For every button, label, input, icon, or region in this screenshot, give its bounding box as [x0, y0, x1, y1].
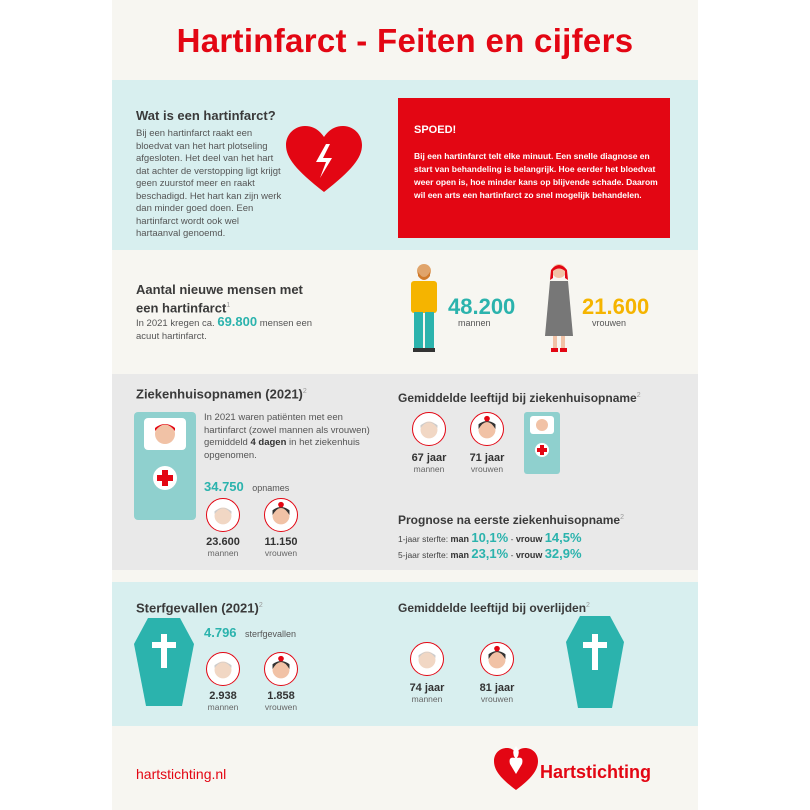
man-figure-icon — [406, 262, 442, 354]
new-cases-text: In 2021 kregen ca. 69.800 mensen een acuut hartinfarct. — [136, 314, 313, 342]
avg-age-death-men-stat: 74 jaar mannen — [409, 682, 445, 704]
brand-name: Hartstichting — [540, 762, 652, 782]
woman-figure-icon — [542, 262, 576, 354]
new-cases-total: 69.800 — [217, 314, 258, 329]
website-link[interactable]: hartstichting.nl — [136, 766, 227, 782]
new-cases-women-label: vrouwen — [592, 318, 627, 328]
coffin-icon — [134, 618, 194, 706]
intro-text: Bij een hartinfarct raakt een bloedvat van het hart plotseling afgesloten. Het deel van het hart dat achter de verstopping ligt krijgt geen zuurstof meer en raakt beschadigd. Het hart kan zijn werk dan minder goed doen. Een hartinfarct wordt ook wel hartaanval genoemd. — [136, 128, 282, 239]
intro-heading: Wat is een hartinfarct? — [136, 108, 276, 123]
prognosis-row: 5-jaar sterfte: man 23,1% - vrouw 32,9% — [398, 546, 582, 561]
prognosis-heading: Prognose na eerste ziekenhuisopname$^2$ — [398, 513, 624, 527]
woman-avatar-icon — [264, 498, 298, 532]
woman-avatar-icon — [264, 652, 298, 686]
admissions-days: 4 dagen — [250, 437, 287, 448]
broken-heart-icon — [286, 126, 362, 194]
man-avatar-icon — [206, 652, 240, 686]
woman-avatar-icon — [480, 642, 514, 676]
new-cases-men-value: 48.200 — [448, 294, 516, 319]
woman-avatar-icon — [470, 412, 504, 446]
hospital-bed-small-icon — [524, 412, 560, 474]
avg-age-admission-men-stat: 67 jaar mannen — [411, 452, 447, 474]
new-cases-women-value: 21.600 — [582, 294, 650, 319]
avg-age-admission-women-stat: 71 jaar vrouwen — [469, 452, 505, 474]
coffin-icon — [566, 616, 624, 708]
avg-age-death-women-stat: 81 jaar vrouwen — [479, 682, 515, 704]
avg-age-death-heading: Gemiddelde leeftijd bij overlijden$^2$ — [398, 601, 590, 615]
deaths-total: 4.796 sterfgevallen — [204, 625, 297, 640]
man-avatar-icon — [206, 498, 240, 532]
prognosis-row: 1-jaar sterfte: man 10,1% - vrouw 14,5% — [398, 530, 582, 545]
admissions-heading: Ziekenhuisopnamen $(2021)^2$ — [136, 386, 307, 402]
new-cases-heading: Aantal nieuwe mensen met een hartinfarct$^1$ — [136, 282, 303, 316]
man-avatar-icon — [412, 412, 446, 446]
page-title: Hartinfarct - Feiten en cijfers — [176, 22, 634, 59]
deaths-women-stat: 1.858 vrouwen — [264, 690, 298, 712]
new-cases-men-label: mannen — [458, 318, 491, 328]
admissions-total: 34.750 opnames — [204, 479, 290, 494]
urgent-text: Bij een hartinfarct telt elke minuut. Een snelle diagnose en start van behandeling is belangrijk. Hoe eerder het bloedvat weer open is, hoe minder kans op blijvende schade. Daarom wil een arts een hartinfarct zo snel mogelijk behandelen. — [414, 151, 658, 200]
avg-age-admission-heading: Gemiddelde leeftijd bij ziekenhuisopname$^2$ — [398, 391, 641, 405]
urgent-heading: SPOED! — [414, 124, 457, 136]
admissions-text: In 2021 waren patiënten met een hartinfarct (zowel mannen als vrouwen) gemiddeld 4 dagen in het ziekenhuis opgenomen. — [204, 412, 370, 461]
hospital-bed-icon — [134, 412, 196, 520]
man-avatar-icon — [410, 642, 444, 676]
hartstichting-logo-icon — [494, 744, 538, 792]
deaths-men-stat: 2.938 mannen — [207, 690, 239, 712]
deaths-heading: Sterfgevallen $(2021)^2$ — [136, 600, 263, 616]
admissions-men-stat: 23.600 mannen — [206, 536, 240, 558]
admissions-women-stat: 11.150 vrouwen — [264, 536, 298, 558]
urgent-box — [398, 98, 670, 238]
